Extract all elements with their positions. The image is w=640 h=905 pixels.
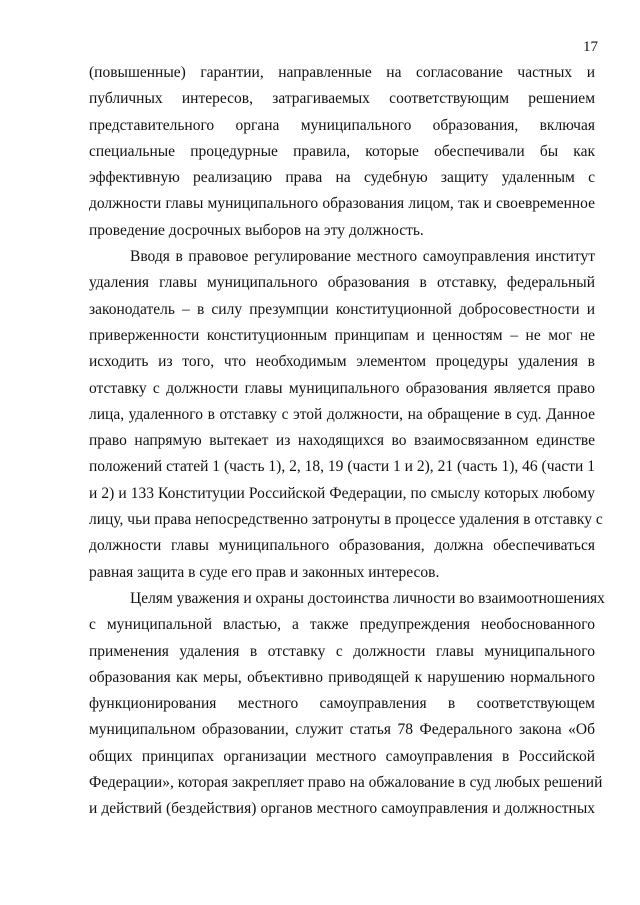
text-line: лица, удаленного в отставку с этой должности, на обращение в суд. Данное bbox=[89, 405, 595, 423]
text-line: отставку с должности главы муниципального образования является право bbox=[89, 379, 595, 397]
text-line: приверженности конституционным принципам и ценностям – не мог не bbox=[89, 326, 595, 344]
text-line: должности главы муниципального образования лицом, так и своевременное bbox=[89, 195, 595, 213]
text-line: применения удаления в отставку с должности главы муниципального bbox=[89, 642, 595, 660]
text-line: муниципальном образовании, служит статья 78 Федерального закона «Об bbox=[89, 721, 595, 739]
text-line: функционирования местного самоуправления в соответствующем bbox=[89, 695, 595, 713]
text-line: право напрямую вытекает из находящихся во взаимосвязанном единстве bbox=[89, 432, 595, 450]
text-line: проведение досрочных выборов на эту должность. bbox=[89, 221, 424, 239]
text-line: исходить из того, что необходимым элементом процедуры удаления в bbox=[89, 353, 595, 371]
text-line: удаления главы муниципального образования в отставку, федеральный bbox=[89, 274, 595, 292]
text-line: и действий (бездействия) органов местного самоуправления и должностных bbox=[89, 800, 595, 818]
text-line: Вводя в правовое регулирование местного самоуправления институт bbox=[130, 248, 595, 266]
text-line: Целям уважения и охраны достоинства личности во взаимоотношениях bbox=[130, 589, 605, 607]
text-line: с муниципальной властью, а также предупреждения необоснованного bbox=[89, 616, 595, 634]
text-line: (повышенные) гарантии, направленные на согласование частных и bbox=[89, 64, 595, 81]
text-line: общих принципах организации местного самоуправления в Российской bbox=[89, 747, 595, 765]
text-line: Федерации», которая закрепляет право на обжалование в суд любых решений bbox=[89, 774, 603, 792]
page-number: 17 bbox=[583, 39, 598, 55]
text-line: эффективную реализацию права на судебную защиту удаленным с bbox=[89, 169, 595, 187]
text-line: положений статей 1 (часть 1), 2, 18, 19 (части 1 и 2), 21 (часть 1), 46 (части 1 bbox=[89, 458, 595, 476]
text-line: публичных интересов, затрагиваемых соответствующим решением bbox=[89, 90, 595, 108]
text-line: представительного органа муниципального образования, включая bbox=[89, 116, 595, 134]
text-line: лицу, чьи права непосредственно затронуты в процессе удаления в отставку с bbox=[89, 511, 603, 529]
body-text bbox=[89, 60, 605, 823]
text-line: и 2) и 133 Конституции Российской Федерации, по смыслу которых любому bbox=[89, 484, 595, 502]
text-line: законодатель – в силу презумпции конституционной добросовестности и bbox=[89, 300, 595, 318]
text-line: должности главы муниципального образования, должна обеспечиваться bbox=[89, 537, 595, 555]
text-line: образования как меры, объективно приводящей к нарушению нормального bbox=[89, 668, 595, 686]
text-line: специальные процедурные правила, которые обеспечивали бы как bbox=[89, 142, 595, 160]
text-line: равная защита в суде его прав и законных интересов. bbox=[89, 563, 440, 581]
